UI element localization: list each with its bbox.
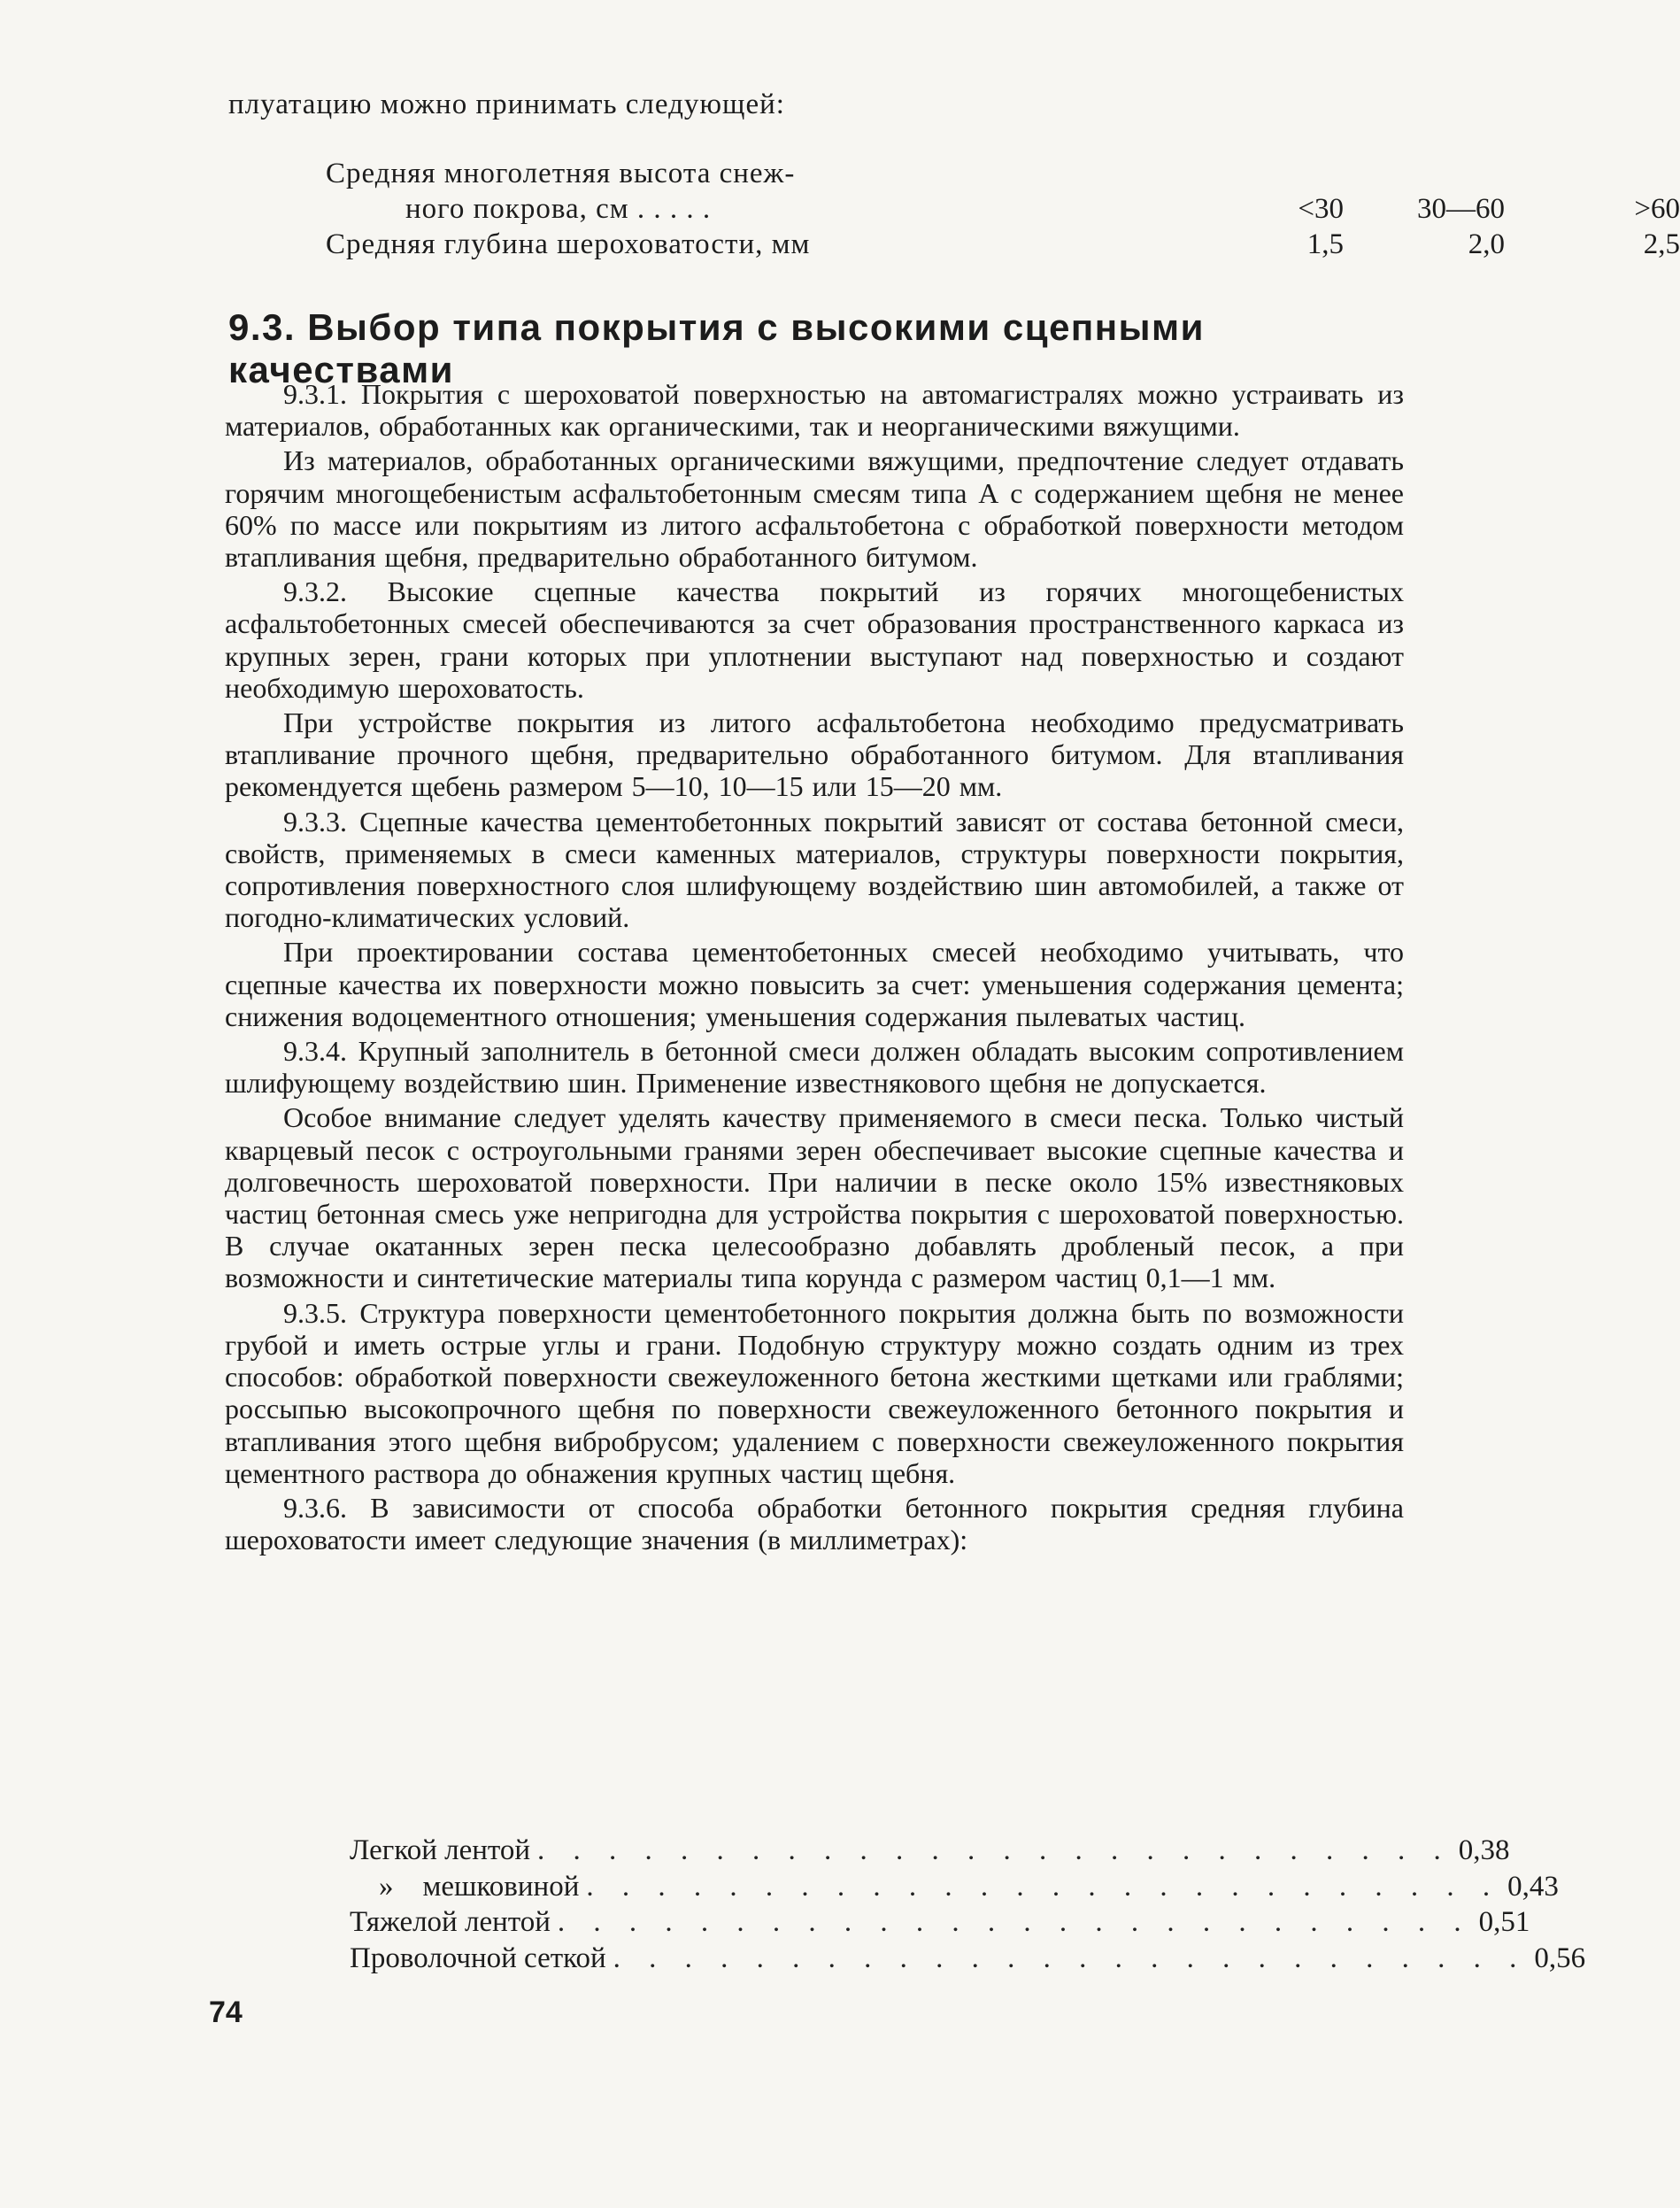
param-label: Средняя многолетняя высота снеж-: [326, 158, 796, 189]
param-value: <30: [1298, 193, 1344, 225]
paragraph: При устройстве покрытия из литого асфальтобетона необходимо предусматривать втапливание прочного щебня, предварительно обработанного битумом. Для втапливания рекомендуется щебень размером 5—10, 10—15 или 15—20 мм.: [225, 706, 1404, 803]
paragraph: 9.3.3. Сцепные качества цементобетонных покрытий зависят от состава бетонной смеси, свойств, применяемых в смеси каменных материалов, структуры поверхности покрытия, сопротивления поверхностного слоя шлифующему воздействию шин автомобилей, а также от погодно-климатических условий.: [225, 805, 1404, 934]
list-item: [350, 1904, 1530, 1941]
section-title: 9.3. Выбор типа покрытия с высокими сцепными качествами: [228, 306, 1205, 390]
method-value: 0,51: [1478, 1906, 1530, 1938]
paragraph: 9.3.1. Покрытия с шероховатой поверхностью на автомагистралях можно устраивать из материалов, обработанных как органическими, так и неорганическими вяжущими.: [225, 378, 1404, 443]
snow-params-table: [326, 156, 1680, 262]
dot-leader: . . . . . . . . . . . . . . . . . . . . . . . . . .: [537, 1834, 1452, 1866]
method-value: 0,43: [1507, 1870, 1559, 1903]
param-row: [326, 227, 1680, 262]
intro-line: плуатацию можно принимать следующей:: [228, 89, 785, 120]
param-label: Средняя глубина шероховатости, мм: [326, 228, 811, 260]
paragraph: При проектировании состава цементобетонных смесей необходимо учитывать, что сцепные качества их поверхности можно повысить за счет: уменьшения содержания цемента; снижения водоцементного отношения; уменьшения содержания пылеватых частиц.: [225, 936, 1404, 1032]
list-item: [350, 1941, 1586, 1977]
param-value: >60: [1634, 193, 1680, 225]
paragraph: 9.3.2. Высокие сцепные качества покрытий из горячих многощебенистых асфальтобетонных смесей обеспечиваются за счет образования пространственного каркаса из крупных зерен, грани которых при уплотнении выступают над поверхностью и создают необходимую шероховатость.: [225, 575, 1404, 704]
paragraph: Особое внимание следует уделять качеству применяемого в смеси песка. Только чистый кварцевый песок с остроугольными гранями зерен обеспечивает высокие сцепные качества и долговечность шероховатой поверхности. При наличии в песке около 15% известняковых частиц бетонная смесь уже непригодна для устройства покрытия с шероховатой поверхностью. В случае окатанных зерен песка целесообразно добавлять дробленый песок, а при возможности и синтетические материалы типа корунда с размером частиц 0,1—1 мм.: [225, 1101, 1404, 1294]
paragraph: Из материалов, обработанных органическими вяжущими, предпочтение следует отдавать горячим многощебенистым асфальтобетонным смесям типа А с содержанием щебня не менее 60% по массе или покрытиям из литого асфальтобетона с обработкой поверхности методом втапливания щебня, предварительно обработанного битумом.: [225, 444, 1404, 574]
param-value: 2,5: [1643, 228, 1680, 260]
page-number: 74: [209, 1996, 243, 2029]
method-name: Тяжелой лентой: [350, 1906, 551, 1938]
paragraph: 9.3.6. В зависимости от способа обработки бетонного покрытия средняя глубина шероховатости имеет следующие значения (в миллиметрах):: [225, 1491, 1404, 1556]
param-row: [326, 156, 1414, 191]
body-text: [225, 378, 1404, 1558]
method-value: 0,56: [1534, 1942, 1586, 1974]
method-name: Проволочной сеткой: [350, 1942, 606, 1974]
dot-leader: . . . . . . . . . . . . . . . . . . . . . . . . . .: [586, 1870, 1501, 1903]
param-value: 30—60: [1417, 193, 1505, 225]
method-value: 0,38: [1458, 1834, 1510, 1866]
list-item: [350, 1833, 1510, 1869]
roughness-list: [350, 1833, 1586, 1976]
list-item: [350, 1869, 1559, 1905]
param-value: 1,5: [1306, 228, 1344, 260]
method-name: Легкой лентой: [350, 1834, 531, 1866]
dot-leader: . . . . . . . . . . . . . . . . . . . . . . . . . .: [557, 1906, 1472, 1938]
paragraph: 9.3.4. Крупный заполнитель в бетонной смеси должен обладать высоким сопротивлением шлифующему воздействию шин. Применение известнякового щебня не допускается.: [225, 1035, 1404, 1100]
param-value: 2,0: [1468, 228, 1505, 260]
param-row: [326, 191, 1680, 227]
paragraph: 9.3.5. Структура поверхности цементобетонного покрытия должна быть по возможности грубой и иметь острые углы и грани. Подобную структуру можно создать одним из трех способов: обработкой поверхности свежеуложенного бетона жесткими щетками или граблями; россыпью высокопрочного щебня по поверхности свежеуложенного бетонного покрытия и втапливания этого щебня вибробрусом; удалением с поверхности свежеуложенного покрытия цементного раствора до обнажения крупных частиц щебня.: [225, 1296, 1404, 1489]
param-label: ного покрова, см . . . . .: [405, 193, 712, 225]
dot-leader: . . . . . . . . . . . . . . . . . . . . . . . . . .: [613, 1942, 1528, 1974]
method-name: » мешковиной: [350, 1870, 580, 1903]
